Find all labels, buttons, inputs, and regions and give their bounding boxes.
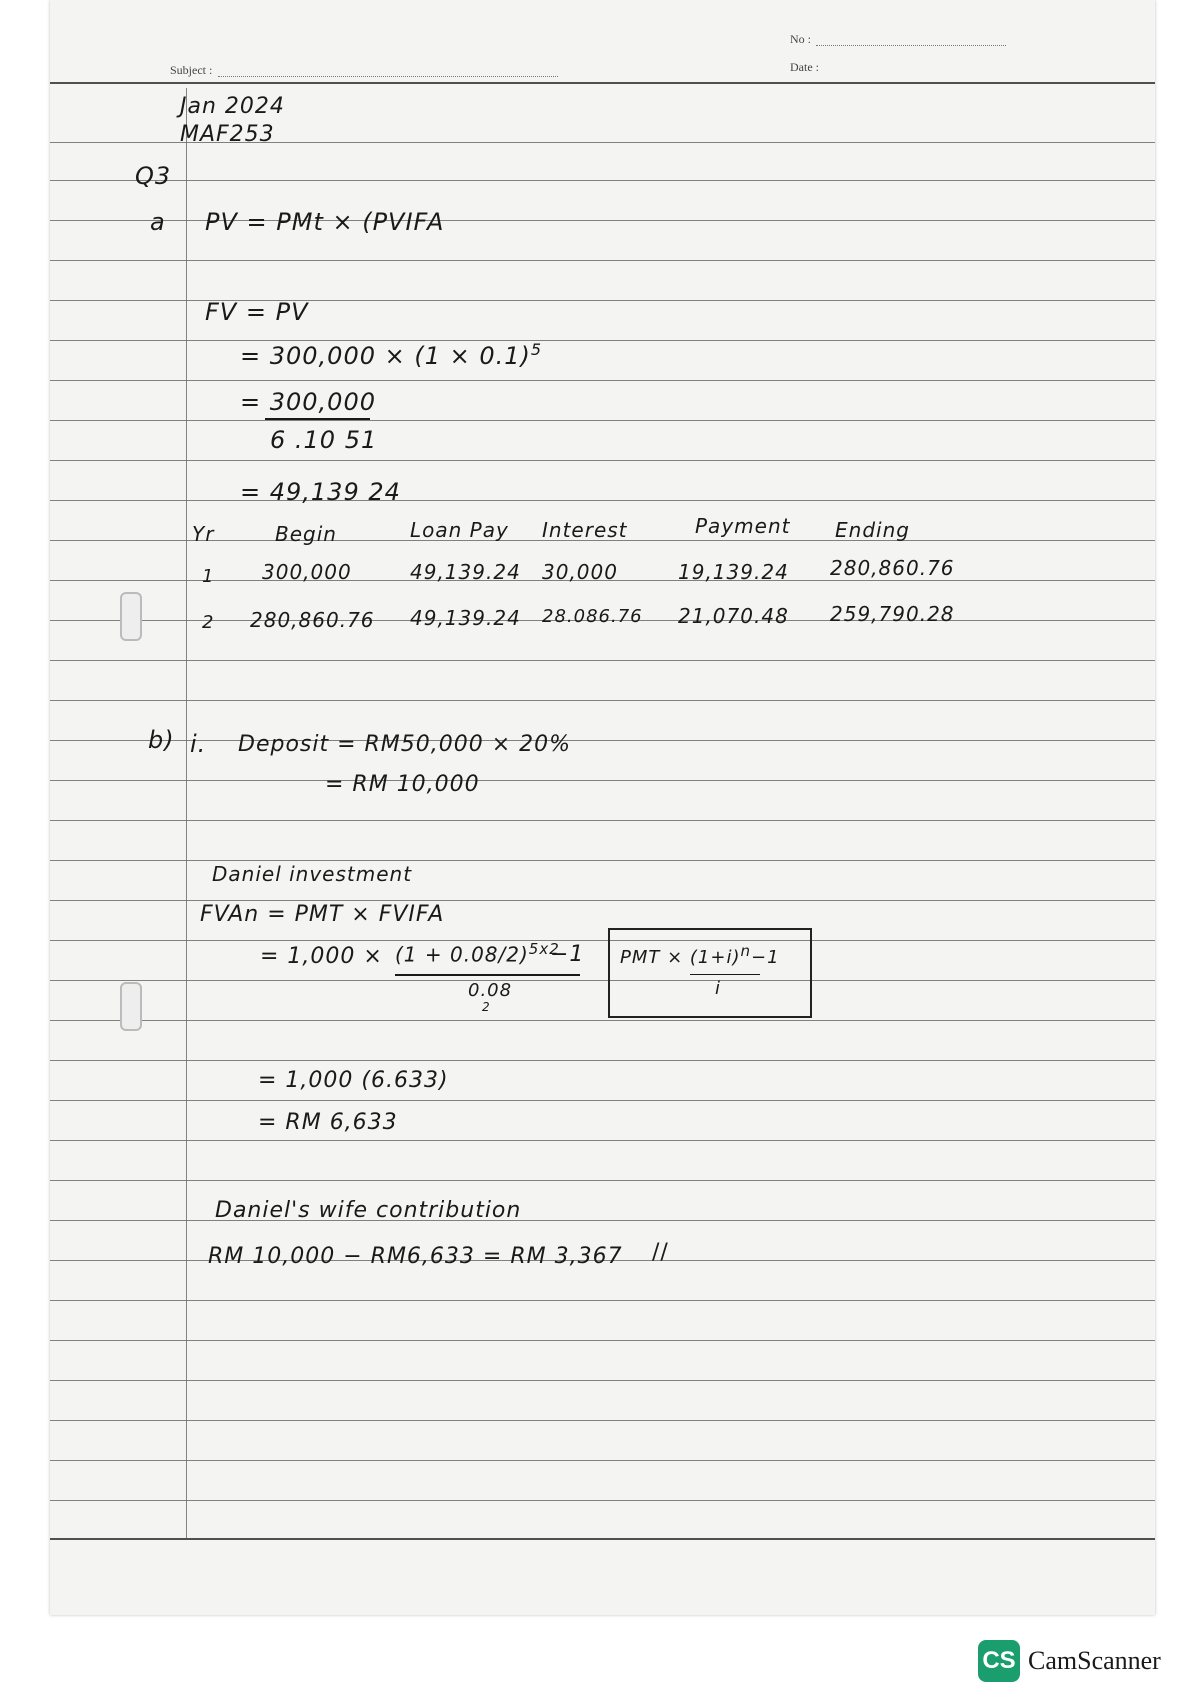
ruled-line bbox=[50, 500, 1155, 501]
fva-numerator-text: (1 + 0.08/2) bbox=[395, 942, 529, 967]
ruled-line bbox=[50, 1060, 1155, 1061]
deposit-line: Deposit = RM50,000 × 20% bbox=[238, 732, 572, 757]
fv-step-1 bbox=[240, 340, 542, 370]
fva-numerator bbox=[395, 940, 560, 967]
ruled-line bbox=[50, 780, 1155, 781]
box-formula-text: PMT × (1+i) bbox=[620, 947, 741, 968]
fva-denominator: 0.08 bbox=[468, 980, 513, 1001]
wife-contribution-heading: Daniel's wife contribution bbox=[215, 1198, 522, 1223]
pv-formula: PV = PMt × (PVIFA bbox=[205, 208, 445, 236]
ruled-line bbox=[50, 1020, 1155, 1021]
table-header-yr: Yr bbox=[192, 522, 215, 546]
pmt-result: = 49,139 24 bbox=[240, 478, 401, 506]
ruled-line bbox=[50, 1538, 1155, 1540]
answer-tick-mark: // bbox=[652, 1240, 669, 1265]
fva-exponent: 5x2 bbox=[528, 940, 560, 958]
fva-step-prefix: = 1,000 × bbox=[260, 944, 383, 969]
no-dots bbox=[816, 44, 1006, 46]
part-b-sub-label: i. bbox=[190, 730, 207, 758]
ruled-line bbox=[50, 740, 1155, 741]
ruled-line bbox=[50, 1380, 1155, 1381]
ruled-line bbox=[50, 700, 1155, 701]
ruled-line bbox=[50, 340, 1155, 341]
table-header-payment: Payment bbox=[695, 514, 791, 538]
fv-line: FV = PV bbox=[205, 298, 309, 326]
ruled-line bbox=[50, 940, 1155, 941]
ruled-line bbox=[50, 1460, 1155, 1461]
ruled-line bbox=[50, 260, 1155, 261]
ruled-line bbox=[50, 980, 1155, 981]
camscanner-label: CamScanner bbox=[1028, 1646, 1161, 1675]
fva-minus-one: −1 bbox=[550, 942, 585, 967]
ruled-line bbox=[50, 860, 1155, 861]
fraction-bar bbox=[265, 418, 370, 420]
ruled-line bbox=[50, 660, 1155, 661]
table-cell: 259,790.28 bbox=[830, 602, 955, 626]
fv-step-1-text: = 300,000 × (1 × 0.1) bbox=[240, 342, 531, 370]
ruled-line bbox=[50, 1100, 1155, 1101]
box-formula-numerator bbox=[620, 942, 780, 968]
box-formula-exponent: n bbox=[740, 942, 752, 960]
table-header-ending: Ending bbox=[835, 518, 910, 542]
margin-line bbox=[186, 88, 187, 1538]
fv-step-2-denominator: 6 .10 51 bbox=[270, 426, 378, 454]
subject-label: Subject : bbox=[170, 63, 213, 77]
fva-formula: FVAn = PMT × FVIFA bbox=[200, 902, 445, 927]
table-cell: 30,000 bbox=[542, 560, 618, 584]
table-cell: 280,860.76 bbox=[830, 556, 955, 580]
date-label: Date : bbox=[790, 60, 819, 74]
fraction-bar bbox=[395, 974, 580, 976]
camscanner-watermark bbox=[978, 1640, 1161, 1682]
camscanner-logo-icon: CS bbox=[978, 1640, 1020, 1682]
ruled-line bbox=[50, 1420, 1155, 1421]
table-cell: 49,139.24 bbox=[410, 560, 521, 584]
table-cell: 19,139.24 bbox=[678, 560, 789, 584]
table-header-loan-pay: Loan Pay bbox=[410, 518, 509, 542]
notebook-page bbox=[50, 0, 1155, 1615]
question-number: Q3 bbox=[135, 162, 172, 190]
box-formula-denominator: i bbox=[715, 978, 722, 999]
ruled-line bbox=[50, 1140, 1155, 1141]
binder-ring bbox=[120, 592, 142, 641]
ruled-line bbox=[50, 1500, 1155, 1501]
fva-denominator-two: 2 bbox=[482, 1000, 491, 1014]
table-cell: 21,070.48 bbox=[678, 604, 789, 628]
ruled-line bbox=[50, 82, 1155, 84]
part-b-label: b) bbox=[148, 726, 175, 754]
formula-reference-box bbox=[608, 928, 812, 1018]
table-cell: 300,000 bbox=[262, 560, 352, 584]
table-cell: 28.086.76 bbox=[542, 606, 643, 627]
table-header-interest: Interest bbox=[542, 518, 628, 542]
title-line-2: MAF253 bbox=[180, 122, 275, 147]
ruled-line bbox=[50, 1180, 1155, 1181]
fva-result: = RM 6,633 bbox=[258, 1110, 398, 1135]
table-cell: 49,139.24 bbox=[410, 606, 521, 630]
daniel-investment-heading: Daniel investment bbox=[212, 862, 413, 886]
fva-step-2: = 1,000 (6.633) bbox=[258, 1068, 449, 1093]
ruled-line bbox=[50, 1300, 1155, 1301]
table-cell: 2 bbox=[202, 612, 215, 633]
table-header-begin: Begin bbox=[275, 522, 337, 546]
part-a-label: a bbox=[150, 208, 166, 236]
ruled-line bbox=[50, 380, 1155, 381]
fv-step-2-numerator: = 300,000 bbox=[240, 388, 376, 416]
ruled-line bbox=[50, 460, 1155, 461]
ruled-line bbox=[50, 180, 1155, 181]
table-cell: 280,860.76 bbox=[250, 608, 375, 632]
no-label: No : bbox=[790, 32, 811, 46]
ruled-line bbox=[50, 420, 1155, 421]
binder-ring bbox=[120, 982, 142, 1031]
fv-step-1-exponent: 5 bbox=[530, 340, 543, 359]
title-line-1: Jan 2024 bbox=[180, 94, 285, 119]
ruled-line bbox=[50, 1340, 1155, 1341]
fraction-bar bbox=[690, 974, 760, 975]
deposit-result: = RM 10,000 bbox=[325, 772, 480, 797]
ruled-line bbox=[50, 900, 1155, 901]
wife-contribution-line: RM 10,000 − RM6,633 = RM 3,367 bbox=[208, 1244, 623, 1269]
table-cell: 1 bbox=[202, 566, 215, 587]
subject-dots bbox=[218, 75, 558, 77]
box-formula-tail: −1 bbox=[751, 947, 780, 968]
ruled-line bbox=[50, 820, 1155, 821]
